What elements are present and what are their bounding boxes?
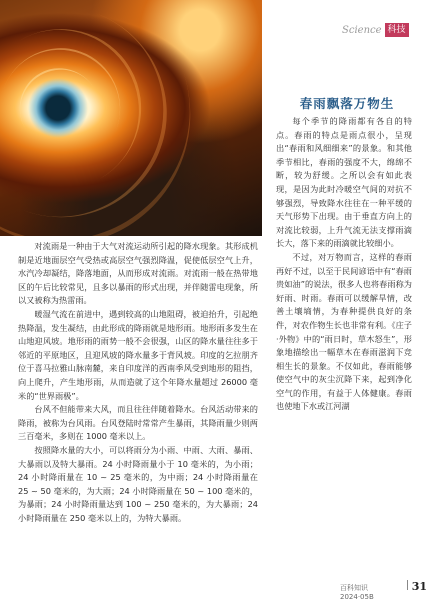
page-footer [340, 580, 427, 601]
hero-typhoon-image [0, 0, 262, 236]
paragraph: 台风不但能带来大风，而且往往伴随着降水。台风活动带来的降雨，被称为台风雨。台风登陆时常常产生暴雨，其降雨量少则两三百毫米，多则在 1000 毫米以上。 [18, 404, 258, 442]
paragraph: 暖湿气流在前进中，遇到较高的山地阻碍，被迫抬升，引起绝热降温，发生凝结，由此形成的降雨就是地形雨。地形雨多发生在山地迎风坡。地形雨的雨势一般不会很强，山区的降水量往往多于邻近的平原地区，且迎风坡的降水量多于背风坡。印度的乞拉朋齐位于喜马拉雅山脉南麓，来自印度洋的西南季风受到地形的阻挡，向上爬升，产生地形雨，从而造就了这个年降水量超过 26000 毫米的“世界雨极”。 [18, 308, 258, 401]
page-number: 31 [411, 580, 427, 593]
paragraph: 按照降水量的大小，可以将雨分为小雨、中雨、大雨、暴雨、大暴雨以及特大暴雨。24 小时降雨量小于 10 毫米的，为小雨；24 小时降雨量在 10 ~ 25 毫米的，为中雨；24 小时降雨量在 25 ~ 50 毫米的，为大雨；24 小时降雨量在 50 ~ 100 毫米的，为暴雨；24 小时降雨量达到 100 ~ 250 毫米的，为大暴雨；24 小时降雨量在 250 毫米以上的，为特大暴雨。 [18, 444, 258, 523]
paragraph: 对流雨是一种由于大气对流运动所引起的降水现象。其形成机制是近地面层空气受热或高层空气强烈降温，促使低层空气上升，水汽冷却凝结，降落地面，从而形成对流雨。对流雨一般在热带地区的午后比较常见，且多以暴雨的形式出现，并伴随雷电现象，所以又被称为热雷雨。 [18, 241, 258, 306]
right-column [276, 115, 412, 414]
left-column [18, 240, 258, 525]
magazine-issue: 百科知识 2024·05B [340, 584, 374, 601]
section-label-en: Science [342, 24, 382, 36]
paragraph: 每个季节的降雨都有各自的特点。春雨的特点是雨点很小，呈现出“春雨和风细细来”的景象。和其他季节相比，春雨的强度不大，绵绵不断，较为舒缓。之所以会有如此表现，是因为此时冷暖空气间的对抗不够强烈，导致降水往往在一种平缓的天气形势下出现。由于垂直方向上的对流比较弱，上升气流无法支撑雨滴长大，落下来的雨滴就比较细小。 [276, 116, 412, 249]
section-tag [342, 23, 409, 37]
footer-divider [407, 580, 408, 590]
paragraph: 不过，对万物而言，这样的春雨再好不过，以至于民间谚语中有“春雨贵如油”的说法，很多人也将春雨称为好雨、时雨。春雨可以缓解旱情，改善土壤墒情，为春种提供良好的条件，对农作物生长也非常有利。《庄子·外物》中的“雨日时，草木怒生”，形象地描绘出一幅草木在春雨滋润下竞相生长的景象。不仅如此，春雨能够使空气中的灰尘沉降下来，起到净化空气的作用，有益于人体健康。春雨也使地下水或江河湖 [276, 251, 412, 412]
article-title: 春雨飘落万物生 [299, 96, 395, 111]
section-badge-cn: 科技 [385, 23, 409, 37]
